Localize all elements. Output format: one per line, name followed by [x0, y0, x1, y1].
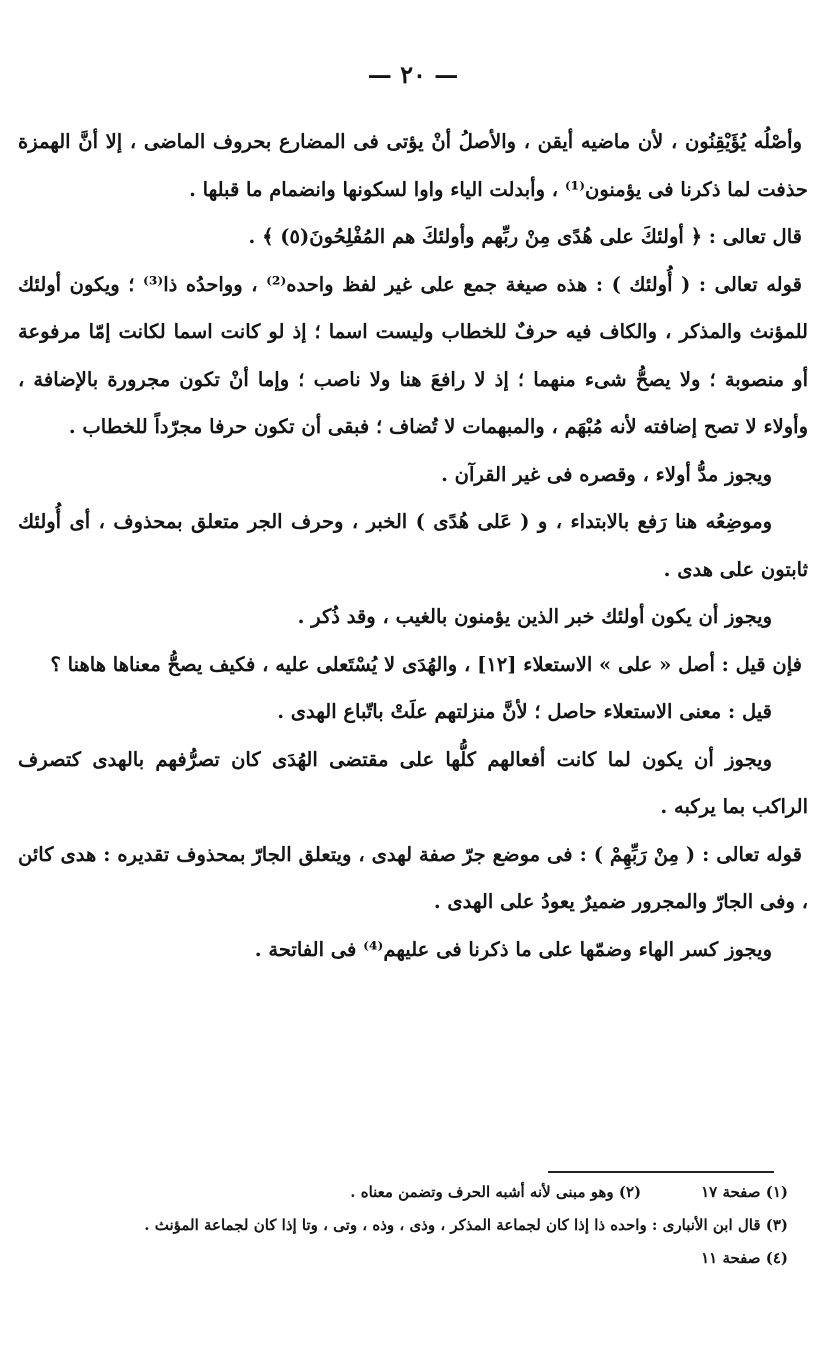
paragraph-mawdi: وموضِعُه هنا رَفع بالابتداء ، و ( عَلى هُدًى ) الخبر ، وحرف الجر متعلق بمحذوف ، أى أُولئك ثابتون على هدى .: [18, 510, 808, 581]
footnote-4: (٤) صفحة ١١: [701, 1249, 788, 1267]
footnotes: [18, 1176, 788, 1275]
paragraph-morphology: وأصْلُه يُؤَيْقِنُون ، لأن ماضيه أيقن ، والأصلُ أنْ يؤتى فى المضارع بحروف الماضى ، إلا أنَّ الهمزة حذفت لما ذكرنا فى يؤمنون⁽¹⁾ ، وأبدلت الياء واوا لسكونها وانضمام ما قبلها .: [18, 130, 808, 201]
paragraph-ulaika: قوله تعالى : ( أُولئك ) : هذه صيغة جمع على غير لفظ واحده⁽²⁾ ، وواحدُه ذا⁽³⁾ ؛ ويكون أولئك للمؤنث والمذكر ، والكاف فيه حرفٌ للخطاب وليست اسما ؛ إذ لو كانت اسما لكانت إمّا مرفوعة أو منصوبة ؛ ولا يصحُّ شىء منهما ؛ إذ لا رافعَ هنا ولا ناصب ؛ وإما أنْ تكون مجرورة بالإضافة ، وأولاء لا تصح إضافته لأنه مُبْهَم ، والمبهمات لا تُضاف ؛ فبقى أن تكون حرفا مجرّداً للخطاب .: [18, 272, 808, 438]
paragraph-min-rabbihim: قوله تعالى : ( مِنْ رَبِّهِمْ ) : فى موضع جرّ صفة لهدى ، ويتعلق الجارّ بمحذوف تقديره : هدى كائن ، وفى الجارّ والمجرور ضميرٌ يعودُ على الهدى .: [18, 842, 808, 913]
paragraph-rakib: ويجوز أن يكون لما كانت أفعالهم كلُّها على مقتضى الهُدَى كان تصرُّفهم بالهدى كتصرف الراكب بما يركبه .: [18, 747, 808, 818]
footnote-2: (٢) وهو مبنى لأنه أشبه الحرف وتضمن معناه .: [350, 1183, 642, 1201]
paragraph-khabar: ويجوز أن يكون أولئك خبر الذين يؤمنون بالغيب ، وقد ذُكر .: [297, 605, 772, 628]
main-text: [18, 118, 808, 973]
page-number: — ٢٠ —: [367, 60, 459, 89]
paragraph-question: فإن قيل : أصل « على » الاستعلاء [١٢] ، والهُدَى لا يُسْتَعلى عليه ، فكيف يصحُّ معناها هاهنا ؟: [50, 652, 802, 676]
paragraph-madd: ويجوز مدُّ أولاء ، وقصره فى غير القرآن .: [441, 462, 772, 486]
footnote-line-1: [18, 1176, 788, 1209]
paragraph-answer: قيل : معنى الاستعلاء حاصل ؛ لأنَّ منزلتهم علَتْ باتّباع الهدى .: [277, 700, 772, 723]
footnote-divider: [548, 1171, 774, 1173]
footnote-1: (١) صفحة ١٧: [701, 1183, 788, 1201]
paragraph-kasr: ويجوز كسر الهاء وضمّها على ما ذكرنا فى عليهم⁽⁴⁾ فى الفاتحة .: [254, 937, 772, 961]
paragraph-quran-verse: قال تعالى : ﴿ أولئكَ على هُدًى مِنْ ربِّهم وأولئكَ هم المُفْلِحُونَ(٥) ﴾ .: [248, 225, 802, 248]
footnote-3: (٣) قال ابن الأنبارى : واحده ذا إذا كان لجماعة المذكر ، وذى ، وذه ، وتى ، وتا إذا كان لجماعة المؤنث .: [144, 1216, 788, 1234]
